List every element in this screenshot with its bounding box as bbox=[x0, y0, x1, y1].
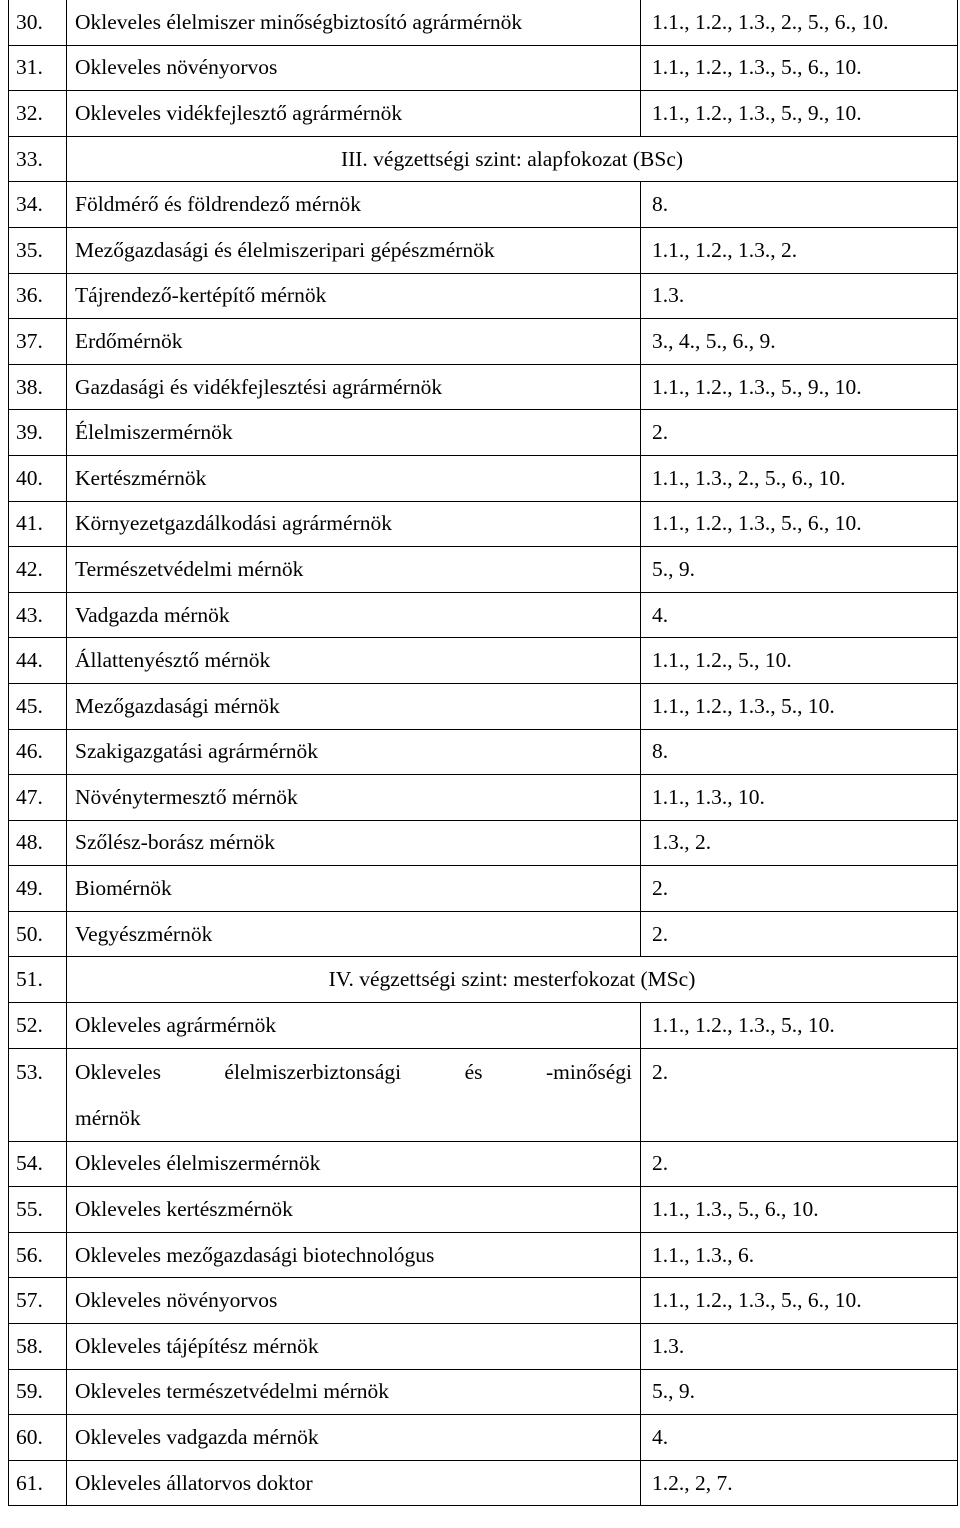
degree-name-cell: Okleveles élelmiszer minőségbiztosító agrármérnök bbox=[67, 0, 641, 45]
field-codes-cell: 2. bbox=[641, 410, 958, 456]
field-codes-cell: 8. bbox=[641, 182, 958, 228]
row-number-cell: 40. bbox=[9, 455, 67, 501]
education-level-heading: III. végzettségi szint: alapfokozat (BSc) bbox=[67, 136, 958, 182]
field-codes-cell: 4. bbox=[641, 592, 958, 638]
table-row bbox=[9, 1369, 958, 1415]
degree-name-cell: Vegyészmérnök bbox=[67, 911, 641, 957]
table-row bbox=[9, 866, 958, 912]
row-number-cell: 55. bbox=[9, 1187, 67, 1233]
field-codes-cell: 5., 9. bbox=[641, 1369, 958, 1415]
table-row bbox=[9, 957, 958, 1003]
row-number-cell: 46. bbox=[9, 729, 67, 775]
table-row bbox=[9, 1232, 958, 1278]
degree-name-cell: Szőlész-borász mérnök bbox=[67, 820, 641, 866]
degree-name-cell: Gazdasági és vidékfejlesztési agrármérnök bbox=[67, 364, 641, 410]
table-row bbox=[9, 45, 958, 91]
row-number-cell: 42. bbox=[9, 547, 67, 593]
degree-name-cell: Állattenyésztő mérnök bbox=[67, 638, 641, 684]
degree-name-cell bbox=[67, 1048, 641, 1141]
field-codes-cell: 5., 9. bbox=[641, 547, 958, 593]
field-codes-cell: 3., 4., 5., 6., 9. bbox=[641, 319, 958, 365]
degree-name-cell: Okleveles állatorvos doktor bbox=[67, 1460, 641, 1506]
table-row bbox=[9, 319, 958, 365]
table-row bbox=[9, 592, 958, 638]
row-number-cell: 61. bbox=[9, 1460, 67, 1506]
degree-name-cell: Okleveles természetvédelmi mérnök bbox=[67, 1369, 641, 1415]
degree-name-line-1: Okleveles élelmiszerbiztonsági és -minőségi bbox=[75, 1059, 632, 1084]
table-row bbox=[9, 1187, 958, 1233]
degree-name-cell: Növénytermesztő mérnök bbox=[67, 775, 641, 821]
education-level-heading: IV. végzettségi szint: mesterfokozat (MSc) bbox=[67, 957, 958, 1003]
row-number-cell: 45. bbox=[9, 683, 67, 729]
field-codes-cell: 1.1., 1.3., 6. bbox=[641, 1232, 958, 1278]
field-codes-cell: 1.1., 1.2., 1.3., 2., 5., 6., 10. bbox=[641, 0, 958, 45]
row-number-cell: 30. bbox=[9, 0, 67, 45]
field-codes-cell: 1.3. bbox=[641, 1324, 958, 1370]
degree-name-cell: Okleveles mezőgazdasági biotechnológus bbox=[67, 1232, 641, 1278]
field-codes-cell: 1.1., 1.2., 1.3., 5., 6., 10. bbox=[641, 45, 958, 91]
degree-name-cell: Szakigazgatási agrármérnök bbox=[67, 729, 641, 775]
degree-name-cell: Okleveles kertészmérnök bbox=[67, 1187, 641, 1233]
field-codes-cell: 2. bbox=[641, 1048, 958, 1141]
degree-name-cell: Földmérő és földrendező mérnök bbox=[67, 182, 641, 228]
row-number-cell: 34. bbox=[9, 182, 67, 228]
degree-name-cell: Okleveles agrármérnök bbox=[67, 1003, 641, 1049]
row-number-cell: 60. bbox=[9, 1415, 67, 1461]
table-row bbox=[9, 638, 958, 684]
table-row bbox=[9, 1141, 958, 1187]
degree-name-cell: Környezetgazdálkodási agrármérnök bbox=[67, 501, 641, 547]
table-row bbox=[9, 91, 958, 137]
field-codes-cell: 1.1., 1.2., 1.3., 5., 10. bbox=[641, 683, 958, 729]
table-row bbox=[9, 729, 958, 775]
row-number-cell: 54. bbox=[9, 1141, 67, 1187]
row-number-cell: 47. bbox=[9, 775, 67, 821]
field-codes-cell: 1.1., 1.2., 1.3., 5., 6., 10. bbox=[641, 1278, 958, 1324]
field-codes-cell: 2. bbox=[641, 866, 958, 912]
table-row bbox=[9, 1003, 958, 1049]
field-codes-cell: 1.2., 2, 7. bbox=[641, 1460, 958, 1506]
row-number-cell: 57. bbox=[9, 1278, 67, 1324]
row-number-cell: 32. bbox=[9, 91, 67, 137]
degree-name-cell: Okleveles növényorvos bbox=[67, 45, 641, 91]
table-row bbox=[9, 911, 958, 957]
table-row bbox=[9, 1048, 958, 1141]
table-body bbox=[9, 0, 958, 1506]
row-number-cell: 37. bbox=[9, 319, 67, 365]
table-row bbox=[9, 775, 958, 821]
degree-name-cell: Mezőgazdasági mérnök bbox=[67, 683, 641, 729]
table-row bbox=[9, 501, 958, 547]
field-codes-cell: 1.1., 1.2., 1.3., 2. bbox=[641, 227, 958, 273]
qualification-table bbox=[8, 0, 958, 1506]
row-number-cell: 44. bbox=[9, 638, 67, 684]
field-codes-cell: 1.1., 1.2., 5., 10. bbox=[641, 638, 958, 684]
degree-name-cell: Természetvédelmi mérnök bbox=[67, 547, 641, 593]
degree-name-cell: Okleveles vadgazda mérnök bbox=[67, 1415, 641, 1461]
table-row bbox=[9, 455, 958, 501]
row-number-cell: 39. bbox=[9, 410, 67, 456]
row-number-cell: 41. bbox=[9, 501, 67, 547]
row-number-cell: 52. bbox=[9, 1003, 67, 1049]
row-number-cell: 33. bbox=[9, 136, 67, 182]
table-row bbox=[9, 1460, 958, 1506]
degree-name-cell: Tájrendező-kertépítő mérnök bbox=[67, 273, 641, 319]
row-number-cell: 56. bbox=[9, 1232, 67, 1278]
table-row bbox=[9, 227, 958, 273]
row-number-cell: 58. bbox=[9, 1324, 67, 1370]
field-codes-cell: 1.1., 1.2., 1.3., 5., 6., 10. bbox=[641, 501, 958, 547]
degree-name-cell: Biomérnök bbox=[67, 866, 641, 912]
row-number-cell: 43. bbox=[9, 592, 67, 638]
row-number-cell: 50. bbox=[9, 911, 67, 957]
table-row bbox=[9, 273, 958, 319]
table-row bbox=[9, 1324, 958, 1370]
table-row bbox=[9, 364, 958, 410]
degree-name-cell: Mezőgazdasági és élelmiszeripari gépészmérnök bbox=[67, 227, 641, 273]
field-codes-cell: 8. bbox=[641, 729, 958, 775]
row-number-cell: 48. bbox=[9, 820, 67, 866]
degree-name-cell: Kertészmérnök bbox=[67, 455, 641, 501]
row-number-cell: 49. bbox=[9, 866, 67, 912]
field-codes-cell: 1.1., 1.3., 2., 5., 6., 10. bbox=[641, 455, 958, 501]
table-row bbox=[9, 547, 958, 593]
table-row bbox=[9, 410, 958, 456]
degree-name-cell: Okleveles élelmiszermérnök bbox=[67, 1141, 641, 1187]
degree-name-cell: Élelmiszermérnök bbox=[67, 410, 641, 456]
field-codes-cell: 2. bbox=[641, 1141, 958, 1187]
table-row bbox=[9, 0, 958, 45]
field-codes-cell: 1.1., 1.3., 10. bbox=[641, 775, 958, 821]
field-codes-cell: 1.1., 1.2., 1.3., 5., 9., 10. bbox=[641, 364, 958, 410]
degree-name-cell: Okleveles növényorvos bbox=[67, 1278, 641, 1324]
table-row bbox=[9, 136, 958, 182]
table-row bbox=[9, 683, 958, 729]
field-codes-cell: 4. bbox=[641, 1415, 958, 1461]
degree-name-cell: Erdőmérnök bbox=[67, 319, 641, 365]
row-number-cell: 59. bbox=[9, 1369, 67, 1415]
table-row bbox=[9, 182, 958, 228]
degree-name-cell: Okleveles tájépítész mérnök bbox=[67, 1324, 641, 1370]
table-row bbox=[9, 820, 958, 866]
table-row bbox=[9, 1415, 958, 1461]
row-number-cell: 35. bbox=[9, 227, 67, 273]
row-number-cell: 36. bbox=[9, 273, 67, 319]
row-number-cell: 38. bbox=[9, 364, 67, 410]
field-codes-cell: 2. bbox=[641, 911, 958, 957]
field-codes-cell: 1.1., 1.2., 1.3., 5., 10. bbox=[641, 1003, 958, 1049]
degree-name-line-2: mérnök bbox=[75, 1105, 141, 1130]
degree-name-cell: Vadgazda mérnök bbox=[67, 592, 641, 638]
row-number-cell: 53. bbox=[9, 1048, 67, 1141]
field-codes-cell: 1.3., 2. bbox=[641, 820, 958, 866]
field-codes-cell: 1.1., 1.3., 5., 6., 10. bbox=[641, 1187, 958, 1233]
row-number-cell: 51. bbox=[9, 957, 67, 1003]
degree-name-cell: Okleveles vidékfejlesztő agrármérnök bbox=[67, 91, 641, 137]
field-codes-cell: 1.1., 1.2., 1.3., 5., 9., 10. bbox=[641, 91, 958, 137]
field-codes-cell: 1.3. bbox=[641, 273, 958, 319]
row-number-cell: 31. bbox=[9, 45, 67, 91]
table-row bbox=[9, 1278, 958, 1324]
